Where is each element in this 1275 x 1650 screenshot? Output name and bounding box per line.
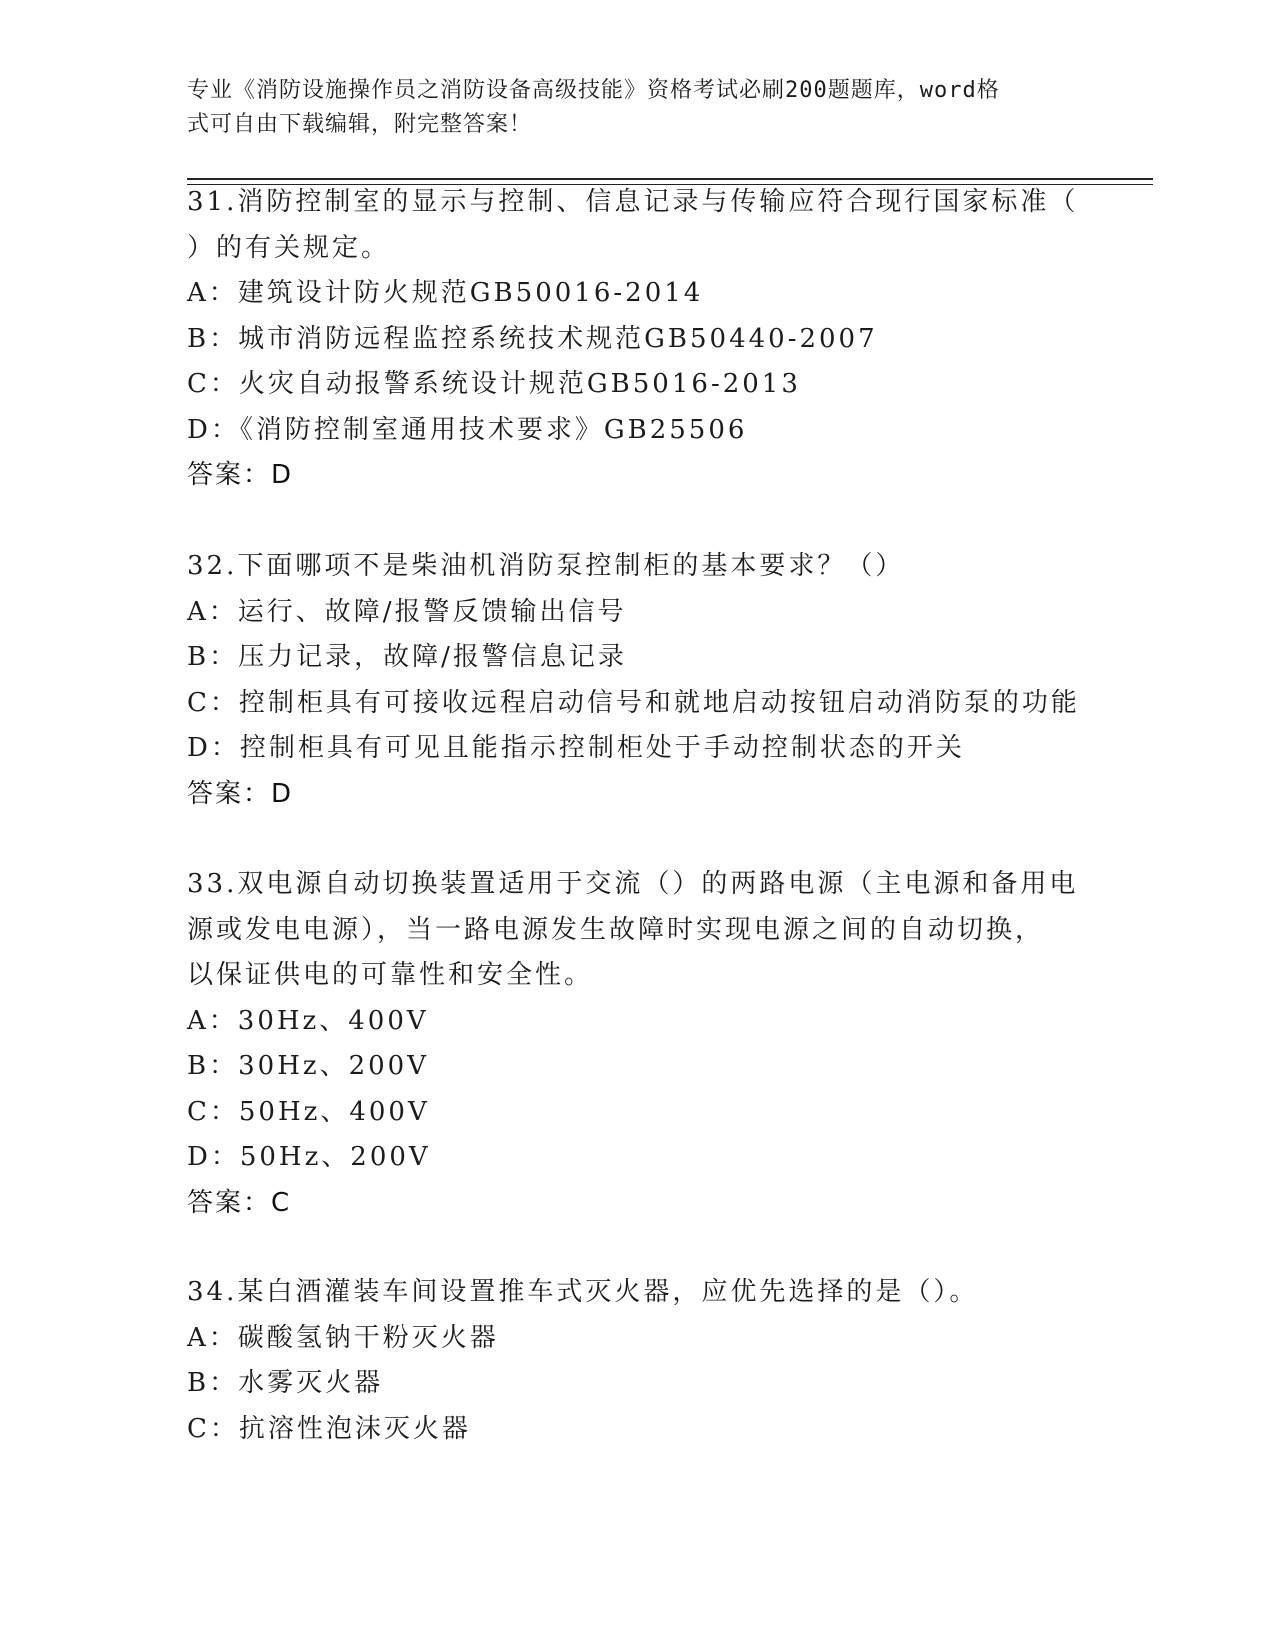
option-c: C：火灾自动报警系统设计规范GB5016-2013 bbox=[187, 369, 801, 399]
question-stem-line: ）的有关规定。 bbox=[187, 232, 391, 263]
question-32 bbox=[187, 544, 1087, 817]
question-stem-line: 33.双电源自动切换装置适用于交流（）的两路电源（主电源和备用电 bbox=[187, 869, 1079, 899]
option-b: B：水雾灭火器 bbox=[187, 1368, 384, 1398]
option-a: A：碳酸氢钠干粉灭火器 bbox=[187, 1322, 499, 1353]
option-a: A：30Hz、400V bbox=[187, 1005, 429, 1036]
option-c: C：抗溶性泡沫灭火器 bbox=[187, 1413, 471, 1444]
question-stem-line: 34.某白酒灌装车间设置推车式灭火器，应优先选择的是（）。 bbox=[187, 1277, 979, 1307]
answer-line: 答案：C bbox=[187, 1187, 292, 1218]
option-a: A：建筑设计防火规范GB50016-2014 bbox=[187, 278, 704, 308]
answer-line: 答案：D bbox=[187, 460, 294, 490]
question-34 bbox=[187, 1270, 1087, 1452]
option-d: D：《消防控制室通用技术要求》GB25506 bbox=[187, 414, 748, 445]
option-b: B：30Hz、200V bbox=[187, 1051, 429, 1081]
option-b: B：压力记录，故障/报警信息记录 bbox=[187, 642, 627, 672]
document-header bbox=[187, 74, 1087, 142]
question-33 bbox=[187, 862, 1087, 1226]
question-stem-line: 源或发电电源），当一路电源发生故障时实现电源之间的自动切换， bbox=[187, 914, 1045, 945]
option-c: C：50Hz、400V bbox=[187, 1096, 430, 1127]
option-a: A：运行、故障/报警反馈输出信号 bbox=[187, 596, 627, 627]
option-c: C：控制柜具有可接收远程启动信号和就地启动按钮启动消防泵的功能 bbox=[187, 687, 1080, 718]
question-stem-line: 32.下面哪项不是柴油机消防泵控制柜的基本要求？（） bbox=[187, 551, 905, 581]
option-d: D：50Hz、200V bbox=[187, 1142, 431, 1172]
header-line-1: 专业《消防设施操作员之消防设备高级技能》资格考试必刷200题题库，word格 bbox=[187, 78, 1000, 103]
question-stem-line: 以保证供电的可靠性和安全性。 bbox=[187, 960, 594, 990]
question-31 bbox=[187, 180, 1087, 499]
option-d: D：控制柜具有可见且能指示控制柜处于手动控制状态的开关 bbox=[187, 733, 965, 763]
answer-line: 答案：D bbox=[187, 778, 294, 809]
question-stem-line: 31.消防控制室的显示与控制、信息记录与传输应符合现行国家标准（ bbox=[187, 187, 1079, 217]
option-b: B：城市消防远程监控系统技术规范GB50440-2007 bbox=[187, 323, 878, 354]
header-line-2: 式可自由下载编辑，附完整答案！ bbox=[187, 112, 533, 137]
